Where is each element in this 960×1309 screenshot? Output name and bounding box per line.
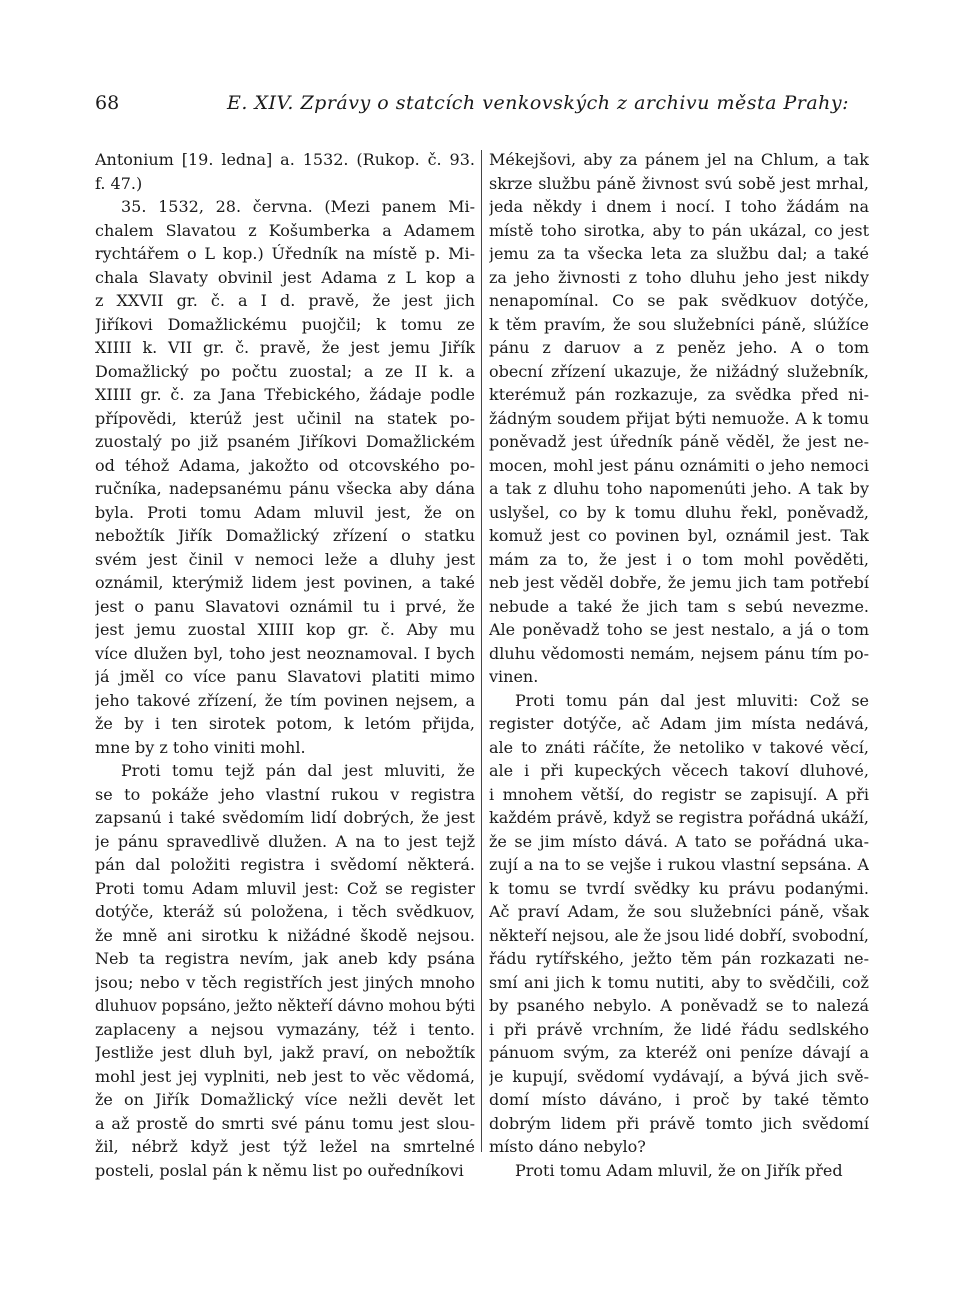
text-line: žádným soudem přijat býti nemuože. A k tomu [489,408,869,428]
text-line: že mně ani sirotku k nižádné škodě nejsou. [95,925,475,945]
text-line: pán dal položiti registra i svědomí některá. [95,855,475,874]
text-line: by psaného nebylo. A poněvadž se to nalezá [489,996,869,1015]
text-line: i mnohem větší, do registr se zapisují. A při [489,784,869,804]
right-column [489,148,869,1182]
text-line: Domažlický po počtu zuostal; a ze II k. a [95,361,475,381]
page-header [95,92,865,132]
text-line: za jeho živnosti z toho dluhu jeho jest nikdy [489,267,869,287]
text-line: od téhož Adama, jakožto od otcovského po- [95,455,475,475]
text-line: dobrým lidem při právě tomto jich svědomí [489,1113,869,1133]
text-line: nenapomínal. Co se pak svědkuov dotýče, [489,291,869,310]
text-line: svém jest činil v nemoci leže a dluhy jest [95,549,475,569]
text-line: zují a na to se vejše i rukou vlastní sepsána. A [489,855,869,874]
text-line: dotýče, kteráž sú položena, i těch svědkuov, [95,902,475,921]
text-line: chala Slavaty obvinil jest Adama z L kop a [95,267,475,287]
text-line: že se jim místo dává. A tato se pořádná uka- [489,831,869,851]
text-line: Jiříkovi Domažlickému puojčil; k tomu ze [95,314,475,334]
text-line: mocen, mohl jest pánu oznámiti o jeho nemoci [489,455,869,475]
text-line: mám za to, že jest i o tom mohl pověděti, [489,549,869,569]
left-column [95,148,475,1182]
text-line: domí místo dáváno, i proč by také těmto [489,1090,869,1109]
text-line: komuž jest co povinen byl, oznámil jest. Tak [489,526,869,545]
text-line: z XXVII gr. č. a I d. pravě, že jest jich [95,291,475,310]
text-line: ručníka, nadepsanému pánu všecka aby dána [95,479,475,498]
text-line: zaplaceny a nejsou vymazány, též i tento. [95,1019,475,1039]
text-line: Ač praví Adam, že sou služebníci páně, však [489,902,869,921]
text-line: neb jest věděl dobře, že jemu jich tam potřebí [489,573,869,592]
text-line: k tomu se tvrdí svědky ku právu podanými. [489,878,869,898]
text-line: vinen. [489,667,539,686]
text-line: místě toho sirotka, aby to pán ukázal, co jest [489,220,869,240]
text-line: řádu rytířského, ježto těm pán rozkazati ne- [489,949,869,968]
text-line: Neb ta registra nevím, jak aneb kdy psána [95,949,475,968]
text-line: Jestliže jest dluh byl, jakž praví, on nebožtík [95,1043,475,1062]
text-line: je pánu spravedlivě dlužen. A na to jest tejž [95,831,475,851]
text-line: a až prostě do smrti své pánu tomu jest slou- [95,1113,475,1133]
text-line: skrze službu páně živnost svú sobě jest mrhal, [489,173,869,193]
text-line: k těm pravím, že sou služebníci páně, slúžíce [489,314,869,334]
text-line: jsou; nebo v těch registřích jest jiných mnoho [95,972,475,992]
text-line: místo dáno nebylo? [489,1137,646,1156]
text-line: jest jemu zuostal XIIII kop gr. č. Aby mu [95,620,475,639]
text-line: každém právě, když se registra pořádná ukáží, [489,808,869,827]
text-line: Proti tomu Adam mluvil jest: Což se register [95,878,475,898]
text-line: pánuom svým, za kteréž oni peníze dávají a [489,1043,869,1062]
text-line: nebožtík Jiřík Domažlický zřízení o statku [95,526,475,545]
text-line: zuostalý po již psaném Jiříkovi Domažlickém [95,432,475,451]
text-line: někteří nejsou, ale že jsou lidé dobří, svobodní, [489,925,869,945]
text-line: poněvadž jest úředník páně věděl, že jest ne- [489,432,869,451]
text-line: více dlužen byl, toho jest neoznamoval. I bych [95,643,475,663]
text-line: zapsanú i také svědomím lidí dobrých, že jest [95,808,475,827]
text-line: že by i ten sirotek potom, k letóm přijda, [95,714,475,733]
text-line: mohl jest jej vyplniti, neb jest to věc vědomá, [95,1066,475,1086]
text-line: chalem Slavatou z Košumberka a Adamem [95,220,475,240]
text-line: jeda někdy i dnem i nocí. I toho žádám na [489,197,869,216]
text-line: Proti tomu Adam mluvil, že on Jiřík před [515,1160,843,1180]
text-line: 35. 1532, 28. června. (Mezi panem Mi- [121,197,475,216]
text-line: XIIII k. VII gr. č. pravě, že jest jemu Jiřík [95,338,475,357]
text-line: jeho takové zřízení, že tím povinen nejsem, a [95,690,475,710]
text-line: dluhu vědomosti nemám, nejsem pánu tím po- [489,643,869,663]
text-line: uslyšel, co by k tomu dluhu řekl, poněvadž, [489,502,869,522]
text-line: f. 47.) [95,173,143,193]
text-line: Mékejšovi, aby za pánem jel na Chlum, a tak [489,150,869,169]
text-line: že on Jiřík Domažlický více nežli devět let [95,1090,475,1109]
text-line: žil, nébrž když jest týž ležel na smrtelné [95,1137,475,1156]
text-line: Ale poněvadž toho se jest nestalo, a já o tom [489,620,869,639]
text-line: nebude a také že jich tam s sebú nevezme. [489,596,869,616]
text-line: pánu z daruov a z peněz jeho. A o tom [489,338,869,357]
text-line: XIIII gr. č. za Jana Třebického, žádaje podle [95,385,475,404]
text-line: posteli, poslal pán k němu list po ouředníkovi [95,1160,464,1180]
text-line: rychtářem o L kop.) Úředník na místě p. Mi- [95,244,475,263]
text-line: se to pokáže jeho vlastní rukou v registra [95,784,475,804]
text-line: kterémuž pán rozkazuje, za svědka před ni- [489,385,869,404]
text-line: dluhuov popsáno, ježto někteří dávno mohou býti [95,996,475,1015]
text-line: ale i při kupeckých věcech takoví dluhové, [489,761,869,780]
text-line: ale to znáti ráčíte, že netoliko v takové věcí, [489,737,869,757]
text-line: jest o panu Slavatovi oznámil tu i prvé, že [95,596,475,616]
text-line: přípovědi, kterúž jest učinil na statek po- [95,408,475,428]
text-line: já jměl co více panu Slavatovi platiti mimo [95,667,475,686]
text-line: obecní zřízení ukazuje, že nižádný služebník, [489,361,869,381]
text-line: i při právě vrchním, že lidé řádu sedlského [489,1019,869,1039]
text-line: Proti tomu pán dal jest mluviti: Což se [515,690,869,710]
text-line: register dotýče, ač Adam jim místa nedává, [489,714,869,733]
text-line: mne by z toho viniti mohl. [95,737,306,757]
text-line: jemu za ta všecka leta za službu dal; a také [489,244,869,263]
text-line: Antonium [19. ledna] a. 1532. (Rukop. č. 93. [95,150,475,169]
text-line: smí ani jich k tomu nutiti, aby to svědčili, což [489,972,869,992]
running-title: E. XIV. Zprávy o statcích venkovských z archivu města Prahy: [227,92,850,114]
text-line: a tak z dluhu toho napomenúti jeho. A tak by [489,479,869,498]
text-line: Proti tomu tejž pán dal jest mluviti, že [121,761,475,780]
page-number: 68 [95,92,120,114]
text-line: oznámil, kterýmiž lidem jest povinen, a také [95,573,475,592]
text-line: je kupují, svědomí vydávají, a bývá jich svě- [489,1066,869,1086]
column-divider [481,150,482,1152]
text-line: byla. Proti tomu Adam mluvil jest, že on [95,502,475,522]
